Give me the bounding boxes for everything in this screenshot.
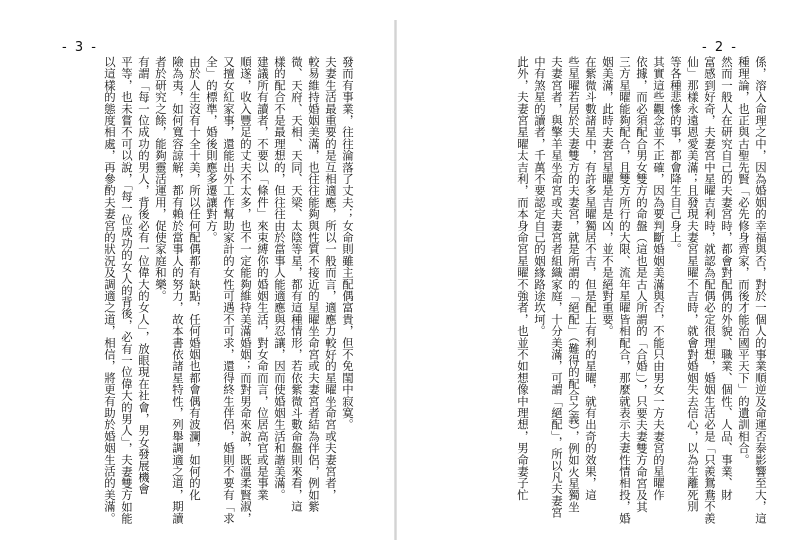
body-text <box>424 56 769 526</box>
text-column: 又擅女紅家事，還能出外工作幫助家計的女性可遇不可求，還得終生伴侶，婚則不要有「求 <box>222 56 236 524</box>
text-column: 種理論，也正與古聖先賢「必先修身齊家，而後才能治國平天下」的遺訓相合。 <box>737 56 751 466</box>
right-page <box>396 0 793 551</box>
text-column: 在紫微斗數諸星中，有許多星曜獨居不吉，但是配上有利的星曜，就有出奇的效果，這 <box>584 56 598 501</box>
text-column: 些星曜若居於夫妻雙方的夫妻宮，就是所謂的「絕配」（難得的配合之義），例如火星獨坐 <box>567 56 581 513</box>
text-column: 中有煞星的讀者，千萬不要認定自己的姻緣路途坎坷。 <box>533 56 547 337</box>
page-number: - 2 - <box>702 40 738 55</box>
text-column: 建議所有讀者，不要以「條件」來束縛你的婚姻生活，對女命而言，位居高官或是事業 <box>256 56 270 501</box>
text-column: 由於人生沒有十全十美，所以任何配偶都有缺點，任何婚姻也都會偶有波瀾，如何的化 <box>188 56 202 501</box>
text-column: 仙」那樣永遠恩愛美滿；且發現夫妻宮星曜不吉時，就會對婚姻失去信心，以為生離死別 <box>686 56 700 513</box>
text-column: 樣的配合不是最理想的，但往往由於當事人能適應與忍讓，因而使婚姻生活和諧美滿。 <box>273 56 287 501</box>
text-column: 三方星曜能夠配合，且雙方所行的大限、流年星曜皆相配合，那麼就表示夫妻性情相投，婚 <box>618 56 632 524</box>
left-page <box>0 0 396 551</box>
text-column: 等各種悲慘的事，都會降生自己身上。 <box>669 56 683 255</box>
text-column: 富感到好奇，夫妻宮中星曜吉利時，就認為配偶必定很理想，婚姻生活必是「只羨鴛鴦不羨 <box>703 56 717 524</box>
text-column: 發而有事業，往往淪落了丈夫；女命則雖主配偶富貴，但不免閨中寂寞。 <box>341 56 355 431</box>
text-column: 微、天府、天相、天同、天梁、太陰等星，都有這種情形，若依紫微斗數命盤則來看，這 <box>290 56 304 513</box>
text-column: 其實這些觀念並不正確，因為要判斷婚姻美滿與否，不能只由男女一方夫妻宮的星曜作 <box>652 56 666 501</box>
text-column: 係，溶入命理之中，因為婚姻的幸福與否，對於一個人的事業順逆及命運否泰影響至大，這 <box>754 56 768 524</box>
body-text <box>56 56 356 526</box>
text-column: 全」的標準，婚後則應多遷讓對方。 <box>205 56 219 244</box>
text-column: 然而一般人在研究自己的夫妻宮時，都會對配偶的外貌、職業、個性、人品、事業、財 <box>720 56 734 501</box>
text-column: 以這樣的態度相處，再參酌夫妻宮的狀況及調適之道，相信，將更有助於婚姻生活的美滿。 <box>103 56 117 524</box>
text-column: 有謂「每一位成功的男人，背後必有一位偉大的女人」，放眼現在社會，男女發展機會 <box>137 56 151 495</box>
text-column: 較易維持婚姻美滿，也往往能夠與性質不接近的星曜坐命宮或夫妻宮者結為伴侶，例如紫 <box>307 56 321 513</box>
text-column: 險為夷，如何寬容諒解，都有賴於當事人的努力，故本書依諸星特性，列舉調適之道，期讀 <box>171 56 185 524</box>
text-column: 此外，夫妻宮星曜太吉利，而本身命宮星曜不強者，也並不如想像中理想，男命妻子忙 <box>516 56 530 501</box>
text-column: 平等，也未嘗不可以說，「每一位成功的女人的背後，必有一位偉大的男人」，夫妻雙方如能 <box>120 56 134 525</box>
text-column: 順遂，收入豐足的丈夫不太多，也不一定能夠維持美滿婚姻；而對男命來說，既溫柔賢淑， <box>239 56 253 524</box>
page-number: - 3 - <box>62 40 98 55</box>
text-column: 夫妻宮者，與擎羊星坐命宮或夫妻宮者組織家庭，十分美滿，可謂「絕配」，所以凡夫妻宮 <box>550 56 564 519</box>
text-column: 夫妻生活最重要的是互相適應，所以一般而言，適應力較好的星曜坐命宮或夫妻宮者， <box>324 56 338 501</box>
text-column: 者於研究之餘，能夠靈活運用，促使家庭和樂。 <box>154 56 168 302</box>
text-column: 依據，而必須配合男女雙方的命盤（這也是古人所謂的「合婚」），只要夫妻雙方命宮及其 <box>635 56 649 513</box>
text-column: 姻美滿，此時夫妻宮星曜是吉是凶，並不是絕對重要。 <box>601 56 615 337</box>
